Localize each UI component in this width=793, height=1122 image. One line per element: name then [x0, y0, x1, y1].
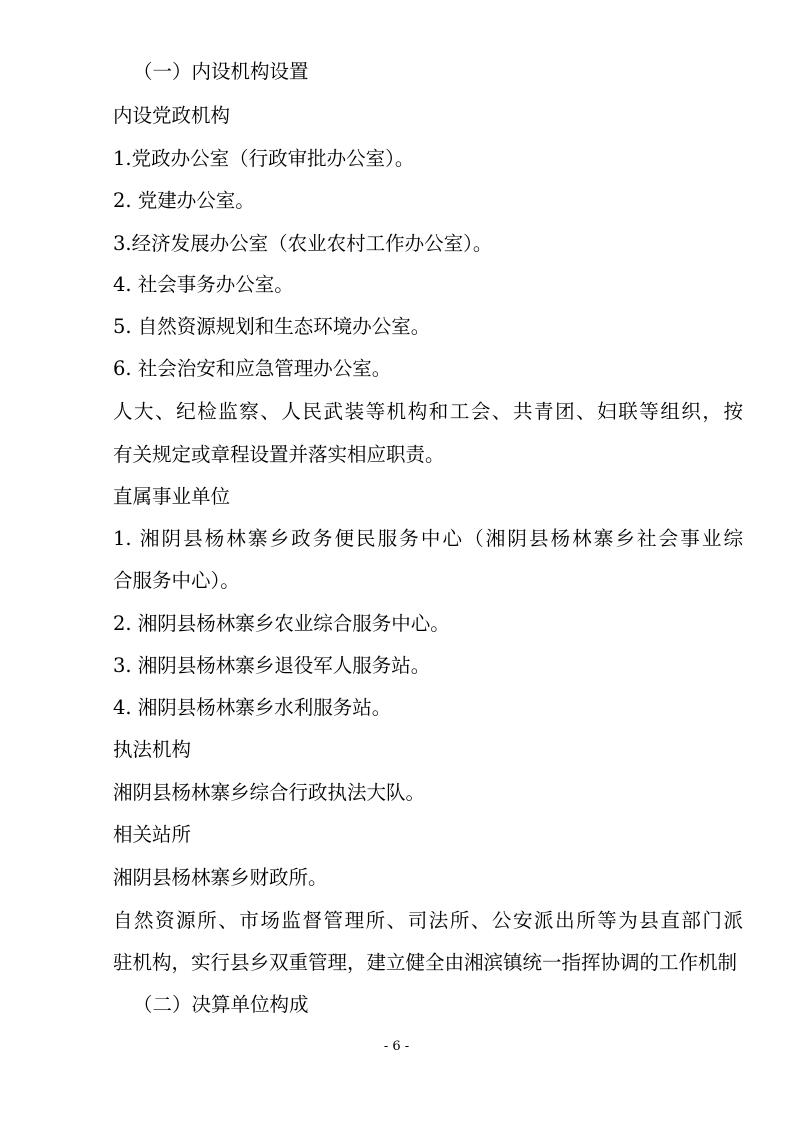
- law-enforcement-item: 湘阴县杨林寨乡综合行政执法大队。: [113, 781, 426, 804]
- dispatched-line-1: 自然资源所、市场监督管理所、司法所、公安派出所等为县直部门派: [113, 909, 743, 932]
- list-item: 5. 自然资源规划和生态环境办公室。: [113, 315, 431, 338]
- page-number: - 6 -: [383, 1039, 410, 1054]
- list-item: 6. 社会治安和应急管理办公室。: [113, 357, 392, 380]
- list-item: 2. 党建办公室。: [113, 189, 255, 212]
- institution-1-line-1: 1. 湘阴县杨林寨乡政务便民服务中心（湘阴县杨林寨乡社会事业综: [113, 527, 743, 550]
- section-2-heading: （二）决算单位构成: [133, 993, 309, 1016]
- stations-heading: 相关站所: [113, 823, 192, 846]
- party-gov-heading: 内设党政机构: [113, 104, 231, 127]
- stations-item: 湘阴县杨林寨乡财政所。: [113, 866, 328, 889]
- list-item: 4. 社会事务办公室。: [113, 273, 294, 296]
- institution-1-line-2: 合服务中心）。: [113, 569, 240, 592]
- institutions-heading: 直属事业单位: [113, 485, 231, 508]
- other-orgs-line-2: 有关规定或章程设置并落实相应职责。: [113, 443, 445, 466]
- law-enforcement-heading: 执法机构: [113, 738, 192, 761]
- list-item: 4. 湘阴县杨林寨乡水利服务站。: [113, 696, 392, 719]
- list-item: 2. 湘阴县杨林寨乡农业综合服务中心。: [113, 612, 450, 635]
- list-item: 3. 湘阴县杨林寨乡退役军人服务站。: [113, 654, 431, 677]
- list-item: 1.党政办公室（行政审批办公室）。: [113, 147, 415, 170]
- dispatched-line-2: 驻机构，实行县乡双重管理，建立健全由湘滨镇统一指挥协调的工作机制: [113, 951, 738, 974]
- list-item: 3.经济发展办公室（农业农村工作办公室）。: [113, 232, 493, 255]
- section-1-heading: （一）内设机构设置: [133, 60, 309, 83]
- other-orgs-line-1: 人大、纪检监察、人民武装等机构和工会、共青团、妇联等组织，按: [113, 400, 743, 423]
